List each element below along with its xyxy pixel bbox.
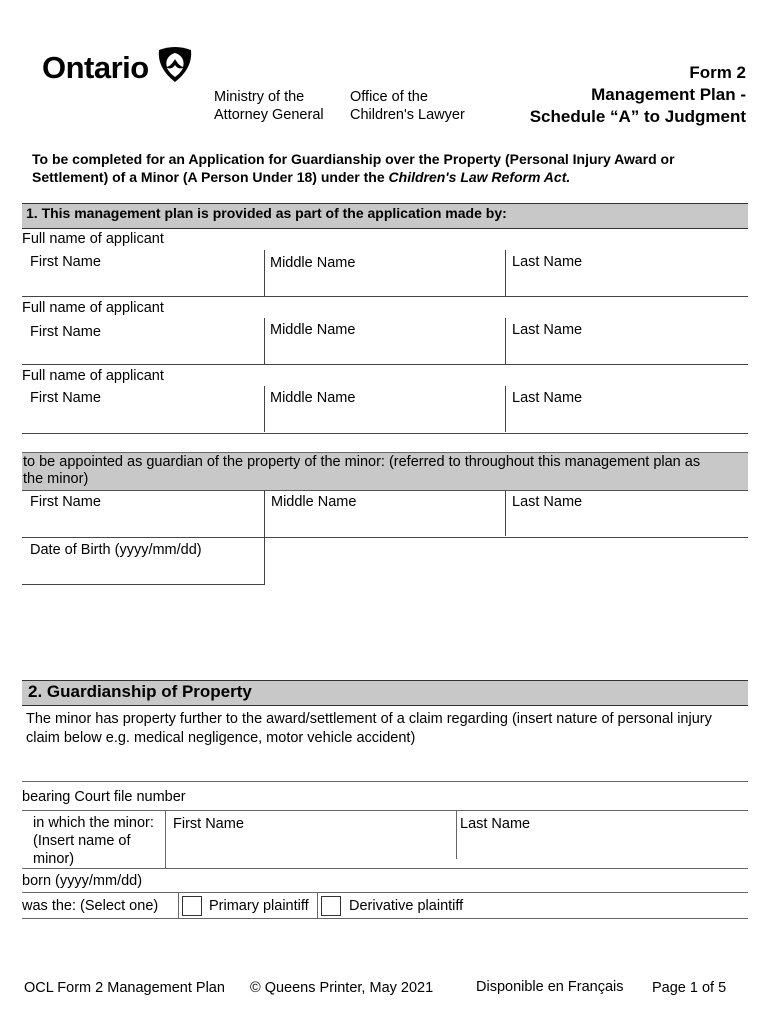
minor-name-field[interactable]: [24, 490, 744, 536]
divider: [456, 811, 457, 859]
intro-line2: [32, 168, 742, 186]
claim-nature-field[interactable]: [24, 750, 744, 780]
applicant3-heading: Full name of applicant: [22, 368, 164, 384]
applicant2-heading: Full name of applicant: [22, 300, 164, 316]
derivative-plaintiff-label: Derivative plaintiff: [349, 898, 464, 914]
divider: [22, 892, 748, 893]
office-childrens-lawyer: [350, 88, 465, 124]
was-the-label: was the: (Select one): [22, 898, 159, 914]
applicant2-name-field[interactable]: [24, 318, 744, 364]
divider: [178, 893, 179, 918]
applicant2-last-label: Last Name: [512, 322, 583, 338]
applicant1-heading: Full name of applicant: [22, 231, 164, 247]
divider: [22, 584, 265, 585]
section2-description: [26, 710, 746, 748]
divider: [22, 433, 748, 434]
ministry-attorney-general: [214, 88, 324, 124]
ontario-trillium-icon: [155, 44, 195, 84]
section2-minor-first-field[interactable]: [168, 834, 453, 866]
minor-last-name-label: Last Name: [460, 816, 531, 832]
ministry-line2: Attorney General: [214, 107, 324, 123]
guardian-bar: [22, 452, 748, 491]
minor-middle-label: Middle Name: [271, 494, 357, 510]
applicant2-middle-label: Middle Name: [270, 322, 356, 338]
office-line1: Office of the: [350, 89, 428, 105]
court-file-label: bearing Court file number: [22, 789, 186, 805]
applicant3-name-field[interactable]: [24, 386, 744, 432]
section2-minor-last-field[interactable]: [459, 834, 744, 866]
form-number: Form 2: [689, 63, 746, 82]
section2-desc-line1: The minor has property further to the award/settlement of a claim regarding (insert nature of personal injury: [26, 711, 712, 727]
divider: [165, 811, 166, 868]
divider: [22, 810, 748, 811]
footer-copyright: © Queens Printer, May 2021: [250, 980, 434, 996]
section2-title: 2. Guardianship of Property: [28, 682, 252, 701]
divider: [22, 364, 748, 365]
applicant1-name-field[interactable]: [24, 249, 744, 296]
primary-plaintiff-label: Primary plaintiff: [209, 898, 309, 914]
applicant3-last-label: Last Name: [512, 390, 583, 406]
minor-dob-label: Date of Birth (yyyy/mm/dd): [30, 542, 202, 558]
divider: [22, 781, 748, 782]
intro-line1: To be completed for an Application for Guardianship over the Property (Personal Injury Award or: [32, 151, 675, 167]
guardian-bar-text: [22, 453, 748, 488]
applicant3-middle-label: Middle Name: [270, 390, 356, 406]
intro-line2-prefix: Settlement) of a Minor (A Person Under 18) under the: [32, 169, 389, 185]
applicant1-first-label: First Name: [30, 254, 101, 270]
footer-page-number: Page 1 of 5: [652, 980, 727, 996]
form-title-line1: Management Plan -: [591, 85, 746, 104]
primary-plaintiff-checkbox[interactable]: [182, 896, 202, 916]
in-which-line1: in which the minor:: [33, 815, 154, 831]
applicant1-middle-label: Middle Name: [270, 255, 356, 271]
court-file-number-field[interactable]: [195, 785, 745, 809]
divider: [317, 893, 318, 918]
divider: [22, 918, 748, 919]
section1-header: [22, 203, 748, 229]
ministry-line1: Ministry of the: [214, 89, 305, 105]
intro-text: [32, 150, 742, 186]
footer-french-link[interactable]: Disponible en Français: [476, 979, 624, 995]
minor-first-name-label: First Name: [173, 816, 244, 832]
ontario-logo-text: Ontario: [42, 50, 149, 85]
born-date-field[interactable]: [155, 870, 745, 892]
divider: [22, 296, 748, 297]
born-label: born (yyyy/mm/dd): [22, 873, 143, 889]
in-which-minor-label: [33, 814, 154, 868]
applicant3-first-label: First Name: [30, 390, 101, 406]
guardian-bar-line1: to be appointed as guardian of the property of the minor: (referred to throughout this management plan as: [23, 454, 701, 470]
section1-title: 1. This management plan is provided as part of the application made by:: [26, 205, 507, 221]
minor-dob-field[interactable]: [24, 539, 262, 583]
form-title-block: [530, 62, 746, 128]
act-name: Children's Law Reform Act.: [388, 169, 571, 185]
minor-last-label: Last Name: [512, 494, 583, 510]
section2-header: [22, 680, 748, 706]
office-line2: Children's Lawyer: [350, 107, 465, 123]
section2-desc-line2: claim below e.g. medical negligence, motor vehicle accident): [26, 730, 416, 746]
in-which-line3: minor): [33, 851, 75, 867]
minor-first-label: First Name: [30, 494, 101, 510]
guardian-bar-line2: the minor): [23, 471, 89, 487]
divider: [22, 537, 748, 538]
applicant1-last-label: Last Name: [512, 254, 583, 270]
divider: [22, 868, 748, 869]
applicant2-first-label: First Name: [30, 324, 101, 340]
derivative-plaintiff-checkbox[interactable]: [321, 896, 341, 916]
form-title-line2: Schedule “A” to Judgment: [529, 107, 746, 126]
footer-form-name: OCL Form 2 Management Plan: [24, 980, 225, 996]
in-which-line2: (Insert name of: [33, 833, 131, 849]
